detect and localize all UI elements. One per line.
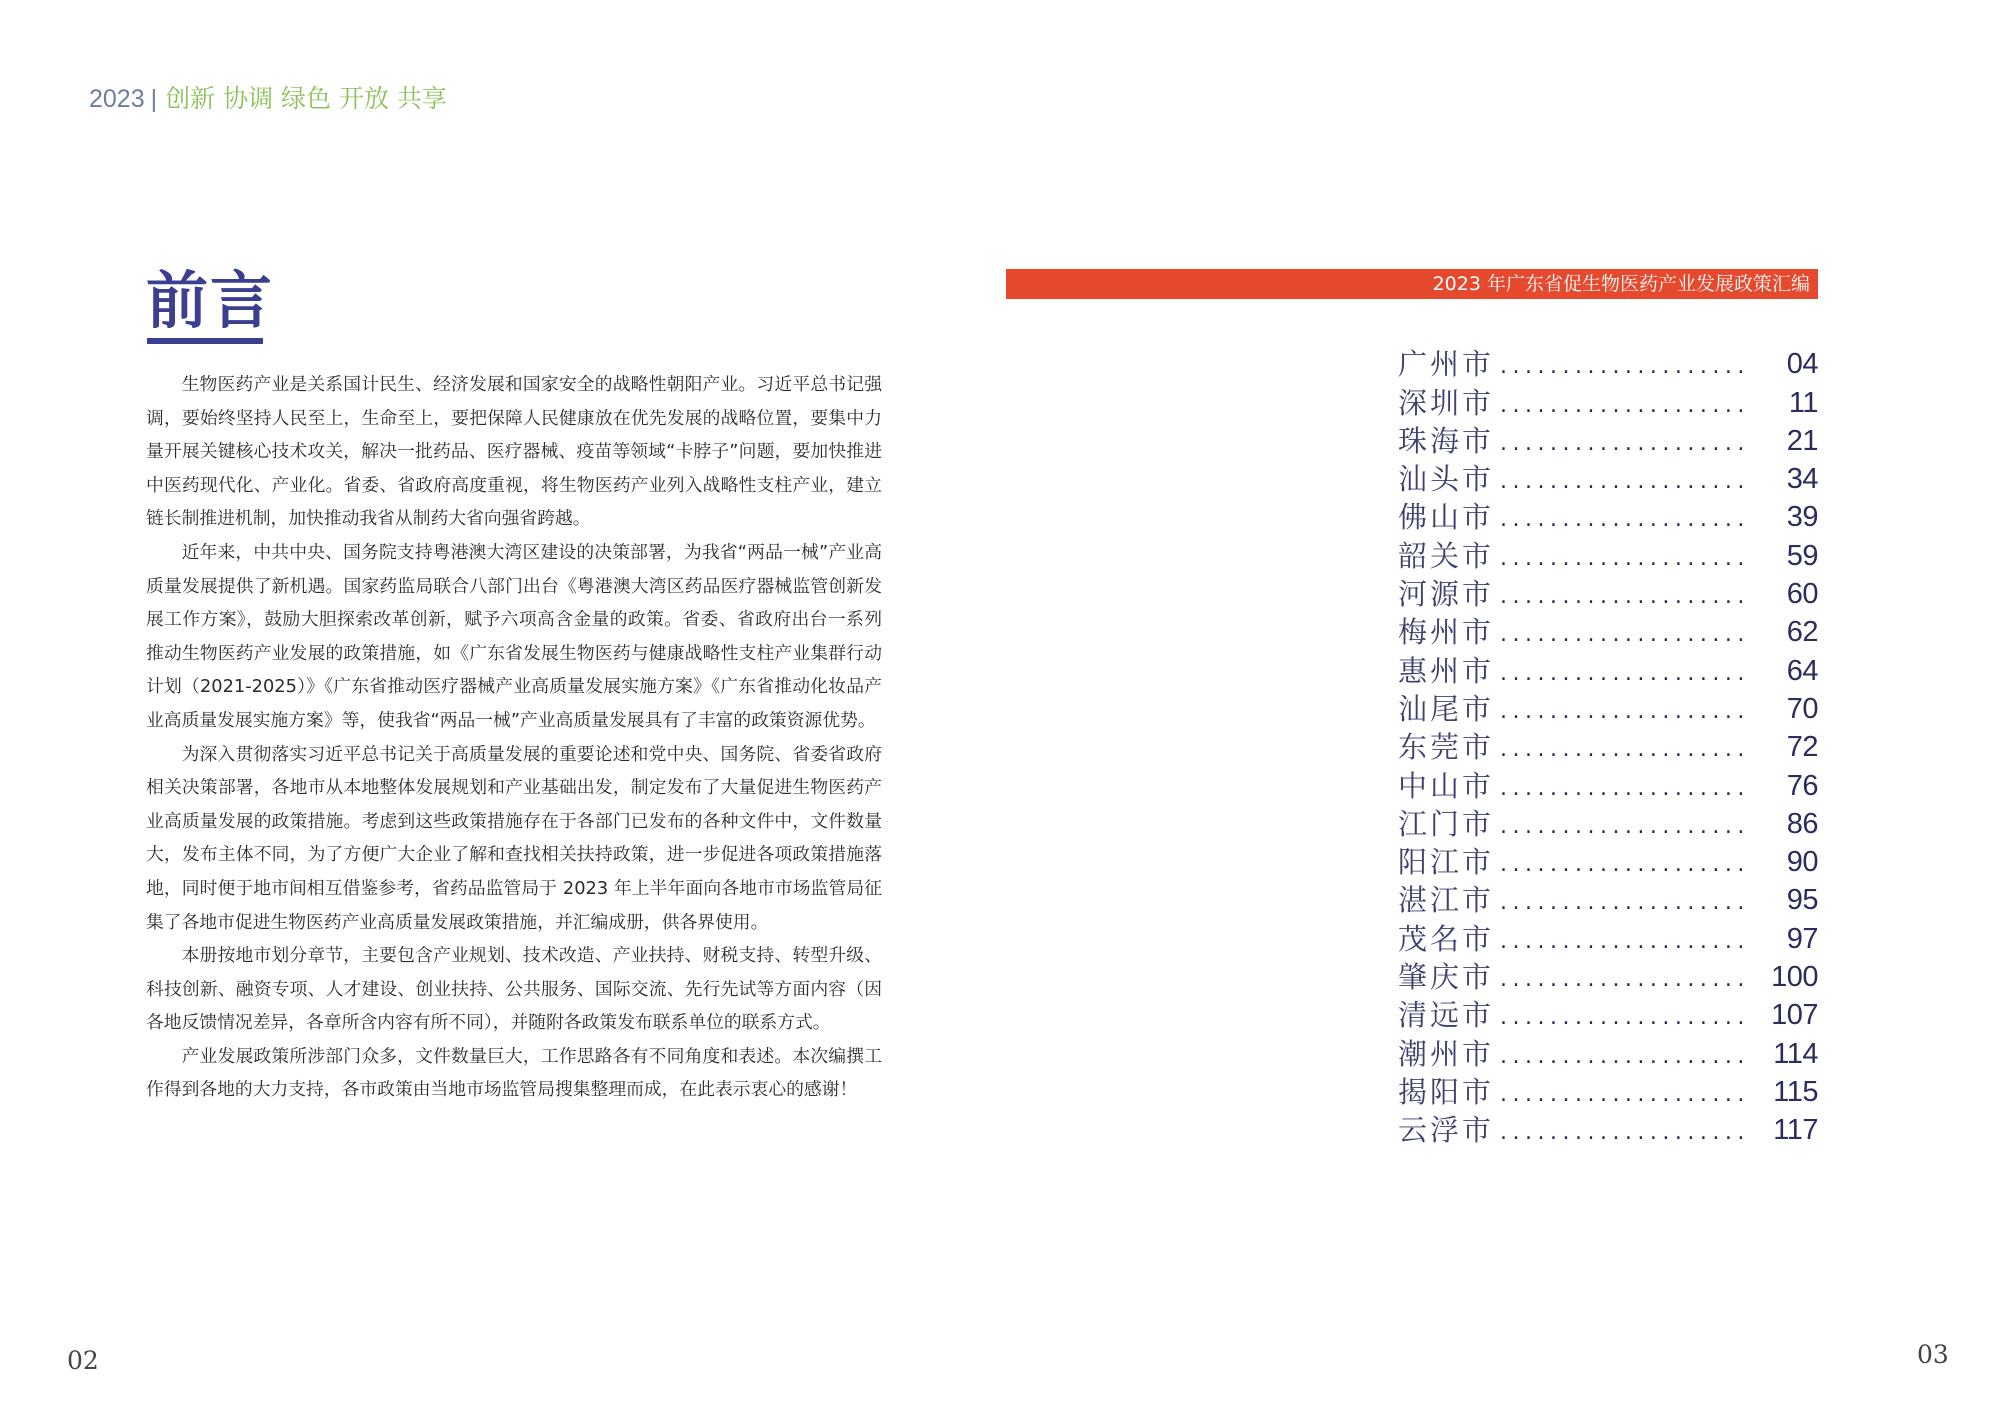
toc-page-number: 60: [1786, 578, 1818, 611]
toc-page-number: 72: [1786, 731, 1818, 764]
toc-leader: ....................: [1500, 775, 1750, 801]
toc-leader: ....................: [1500, 890, 1750, 916]
toc-city: 深圳市: [1398, 385, 1495, 420]
toc-entry[interactable]: [1398, 574, 1818, 612]
toc-entry[interactable]: [1398, 880, 1818, 918]
toc-city: 茂名市: [1398, 921, 1495, 956]
toc-leader: ....................: [1500, 852, 1750, 878]
page-number-right: 03: [1917, 1340, 1949, 1369]
header-separator: |: [150, 85, 158, 113]
toc-entry[interactable]: [1398, 995, 1818, 1033]
preface-paragraph-5: 产业发展政策所涉部门众多，文件数量巨大，工作思路各有不同角度和表述。本次编撰工作得到各地的大力支持，各市政策由当地市场监管局搜集整理而成，在此表示衷心的感谢！: [146, 1045, 882, 1101]
toc-city: 佛山市: [1398, 500, 1495, 535]
preface-paragraph-3: 为深入贯彻落实习近平总书记关于高质量发展的重要论述和党中央、国务院、省委省政府相关决策部署，各地市从本地整体发展规划和产业基础出发，制定发布了大量促进生物医药产业高质量发展的政策措施。考虑到这些政策措施存在于各部门已发布的各种文件中，文件数量大，发布主体不同，为了方便广大企业了解和查找相关扶持政策，进一步促进各项政策措施落地，同时便于地市间相互借鉴参考，省药品监管局于 2023 年上半年面向各地市市场监管局征集了各地市促进生物医药产业高质量发展政策措施，并汇编成册，供各界使用。: [146, 743, 882, 933]
toc-entry[interactable]: [1398, 612, 1818, 650]
toc-page-number: 34: [1786, 463, 1818, 496]
toc-entry[interactable]: [1398, 842, 1818, 880]
toc-entry[interactable]: [1398, 535, 1818, 573]
title-underline: [147, 338, 263, 344]
toc-leader: ....................: [1500, 737, 1750, 763]
toc-leader: ....................: [1500, 469, 1750, 495]
toc-entry[interactable]: [1398, 689, 1818, 727]
toc-leader: ....................: [1500, 430, 1750, 456]
toc-city: 珠海市: [1398, 423, 1495, 458]
toc-entry[interactable]: [1398, 459, 1818, 497]
toc-page-number: 59: [1786, 539, 1818, 572]
toc-page-number: 97: [1786, 922, 1818, 955]
toc-entry[interactable]: [1398, 918, 1818, 956]
toc-city: 江门市: [1398, 806, 1495, 841]
toc-city: 云浮市: [1398, 1113, 1495, 1148]
toc-city: 肇庆市: [1398, 960, 1495, 995]
toc-leader: ....................: [1500, 1043, 1750, 1069]
toc-entry[interactable]: [1398, 421, 1818, 459]
toc-leader: ....................: [1500, 622, 1750, 648]
toc-entry[interactable]: [1398, 804, 1818, 842]
toc-entry[interactable]: [1398, 727, 1818, 765]
toc-page-number: 64: [1786, 654, 1818, 687]
toc-leader: ....................: [1500, 928, 1750, 954]
header-brand: [89, 82, 447, 116]
compilation-title: 2023 年广东省促生物医药产业发展政策汇编: [1432, 273, 1810, 295]
toc-entry[interactable]: [1398, 344, 1818, 382]
toc-page-number: 70: [1786, 692, 1818, 725]
table-of-contents: [1398, 344, 1818, 1148]
compilation-title-bar: [1006, 269, 1818, 299]
toc-page-number: 117: [1773, 1114, 1818, 1147]
toc-page-number: 04: [1786, 348, 1818, 381]
toc-page-number: 95: [1786, 884, 1818, 917]
toc-entry[interactable]: [1398, 1110, 1818, 1148]
toc-city: 揭阳市: [1398, 1074, 1495, 1109]
toc-page-number: 39: [1786, 501, 1818, 534]
toc-leader: ....................: [1500, 967, 1750, 993]
toc-city: 湛江市: [1398, 883, 1495, 918]
toc-leader: ....................: [1500, 507, 1750, 533]
preface-body: [146, 368, 882, 1107]
toc-leader: ....................: [1500, 660, 1750, 686]
toc-entry[interactable]: [1398, 382, 1818, 420]
toc-leader: ....................: [1500, 813, 1750, 839]
toc-leader: ....................: [1500, 698, 1750, 724]
toc-leader: ....................: [1500, 1120, 1750, 1146]
header-slogan: 创新 协调 绿色 开放 共享: [165, 84, 447, 113]
toc-page-number: 114: [1773, 1037, 1818, 1070]
toc-entry[interactable]: [1398, 497, 1818, 535]
toc-leader: ....................: [1500, 545, 1750, 571]
toc-entry[interactable]: [1398, 957, 1818, 995]
toc-page-number: 76: [1786, 769, 1818, 802]
toc-entry[interactable]: [1398, 1072, 1818, 1110]
toc-leader: ....................: [1500, 584, 1750, 610]
toc-city: 河源市: [1398, 577, 1495, 612]
toc-city: 清远市: [1398, 998, 1495, 1033]
toc-entry[interactable]: [1398, 1033, 1818, 1071]
page-number-left: 02: [67, 1346, 99, 1375]
toc-page-number: 11: [1788, 386, 1818, 419]
toc-city: 惠州市: [1398, 653, 1495, 688]
toc-page-number: 62: [1786, 616, 1818, 649]
toc-leader: ....................: [1500, 1005, 1750, 1031]
toc-city: 韶关市: [1398, 538, 1495, 573]
toc-page-number: 107: [1771, 999, 1818, 1032]
header-year: 2023: [89, 85, 145, 113]
toc-page-number: 86: [1786, 807, 1818, 840]
toc-page-number: 100: [1771, 961, 1818, 994]
toc-leader: ....................: [1500, 392, 1750, 418]
toc-leader: ....................: [1500, 1081, 1750, 1107]
preface-paragraph-2: 近年来，中共中央、国务院支持粤港澳大湾区建设的决策部署，为我省“两品一械”产业高质量发展提供了新机遇。国家药监局联合八部门出台《粤港澳大湾区药品医疗器械监管创新发展工作方案》，鼓励大胆探索改革创新，赋予六项高含金量的政策。省委、省政府出台一系列推动生物医药产业发展的政策措施，如《广东省发展生物医药与健康战略性支柱产业集群行动计划（2021-2025）》《广东省推动医疗器械产业高质量发展实施方案》《广东省推动化妆品产业高质量发展实施方案》等，使我省“两品一械”产业高质量发展具有了丰富的政策资源优势。: [146, 541, 882, 731]
preface-paragraph-1: 生物医药产业是关系国计民生、经济发展和国家安全的战略性朝阳产业。习近平总书记强调，要始终坚持人民至上，生命至上，要把保障人民健康放在优先发展的战略位置，要集中力量开展关键核心技术攻关，解决一批药品、医疗器械、疫苗等领域“卡脖子”问题，要加快推进中医药现代化、产业化。省委、省政府高度重视，将生物医药产业列入战略性支柱产业，建立链长制推进机制，加快推动我省从制药大省向强省跨越。: [146, 374, 882, 530]
toc-entry[interactable]: [1398, 765, 1818, 803]
toc-city: 汕头市: [1398, 462, 1495, 497]
toc-city: 广州市: [1398, 347, 1495, 382]
toc-city: 东莞市: [1398, 730, 1495, 765]
preface-paragraph-4: 本册按地市划分章节，主要包含产业规划、技术改造、产业扶持、财税支持、转型升级、科技创新、融资专项、人才建设、创业扶持、公共服务、国际交流、先行先试等方面内容（因各地反馈情况差异，各章所含内容有所不同），并随附各政策发布联系单位的联系方式。: [146, 945, 882, 1034]
toc-page-number: 90: [1786, 846, 1818, 879]
toc-entry[interactable]: [1398, 650, 1818, 688]
toc-page-number: 21: [1786, 424, 1818, 457]
toc-city: 阳江市: [1398, 845, 1495, 880]
toc-leader: ....................: [1500, 354, 1750, 380]
toc-city: 汕尾市: [1398, 691, 1495, 726]
toc-city: 中山市: [1398, 768, 1495, 803]
preface-title: 前言: [146, 264, 275, 337]
toc-page-number: 115: [1773, 1075, 1818, 1108]
toc-city: 潮州市: [1398, 1036, 1495, 1071]
toc-city: 梅州市: [1398, 615, 1495, 650]
